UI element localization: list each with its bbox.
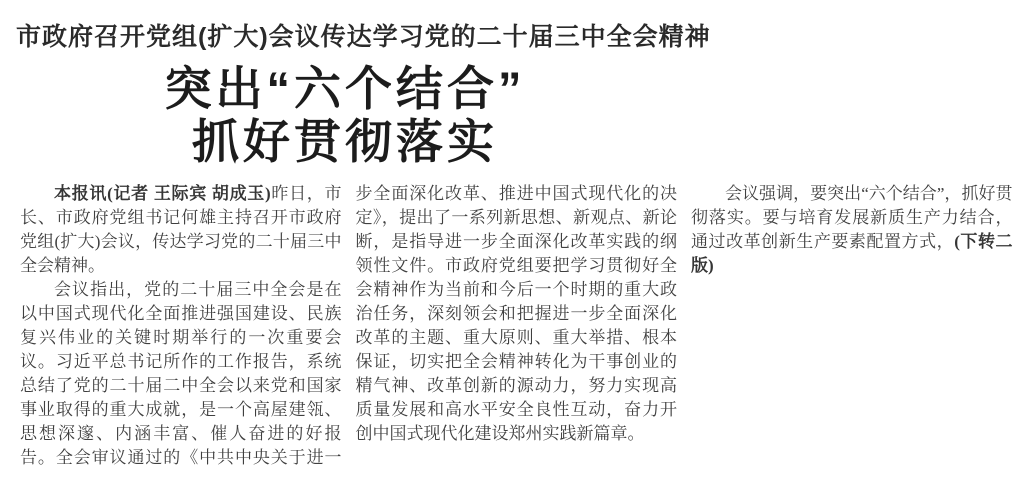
byline-lead: 本报讯(记者 王际宾 胡成玉) xyxy=(54,184,271,203)
kicker-headline: 市政府召开党组(扩大)会议传达学习党的二十届三中全会精神 xyxy=(16,23,711,51)
paragraph-intro-text: 昨日，市长、市政府党组书记何雄主持召开市政府党组(扩大)会议，传达学习党的二十届三中全会精神。 xyxy=(20,184,342,275)
paragraph-body: 会议指出，党的二十届三中全会是在以中国式现代化全面推进强国建设、民族复兴伟业的关键时期举行的一次重要会议。习近平总书记所作的工作报告，系统总结了党的二十届二中全会以来党和国家事业取得的重大成就，是一个高屋建瓴、思想深邃、内涵丰富、催人奋进的好报告。全会审议通过的《中共中央关于进一步全面深化改革、推进中国式现代化的决定》，提出了一系列新思想、新观点、新论断，是指导进一步全面深化改革实践的纲领性文件。市政府党组要把学习贯彻好全会精神作为当前和今后一个时期的重大政治任务，深刻领会和把握进一步全面深化改革的主题、重大原则、重大举措、根本保证，切实把全会精神转化为干事创业的精气神、改革创新的源动力，努力实现高质量发展和高水平安全良性互动，奋力开创中国式现代化建设郑州实践新篇章。 xyxy=(20,184,677,467)
main-headline xyxy=(0,62,690,168)
article-body xyxy=(20,182,1013,476)
jump-note: (下转二版) xyxy=(691,232,1013,275)
paragraph-closing xyxy=(691,182,1013,278)
paragraph-closing-text: 会议强调，要突出“六个结合”，抓好贯彻落实。要与培育发展新质生产力结合，通过改革创新生产要素配置方式， xyxy=(691,184,1013,251)
main-headline-line1: 突出“六个结合” xyxy=(164,62,526,115)
main-headline-line2: 抓好贯彻落实 xyxy=(192,115,498,168)
paragraph-intro xyxy=(20,182,342,278)
newspaper-article-page xyxy=(0,22,1013,503)
